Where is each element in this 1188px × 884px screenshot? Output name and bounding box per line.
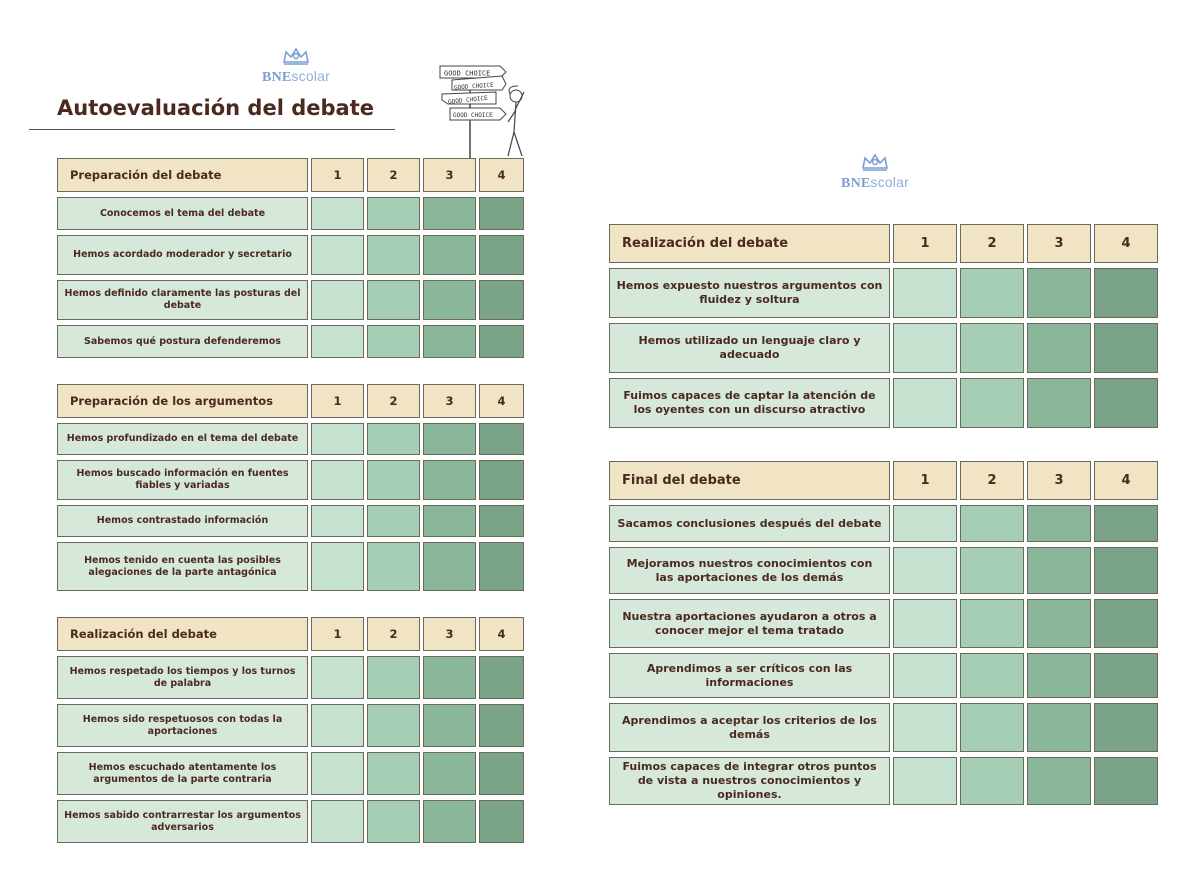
section-realizacion-debate-left [57,617,524,848]
criterion-label: Aprendimos a ser críticos con las informaciones [609,653,890,698]
scale-label-1: 1 [893,224,957,263]
rating-cell-1[interactable] [311,800,364,843]
rating-cell-2[interactable] [960,268,1024,318]
rating-cell-2[interactable] [367,542,420,591]
rating-cell-1[interactable] [311,542,364,591]
rating-cell-4[interactable] [479,325,524,358]
rating-cell-4[interactable] [1094,547,1158,594]
rating-cell-1[interactable] [311,235,364,275]
bnescolar-logo-left [236,46,356,86]
rating-cell-3[interactable] [1027,505,1091,542]
criterion-row [57,752,524,795]
rating-cell-3[interactable] [423,505,476,537]
scale-label-3: 3 [1027,224,1091,263]
scale-label-3: 3 [423,158,476,192]
criterion-label: Aprendimos a aceptar los criterios de los demás [609,703,890,752]
rating-cell-3[interactable] [1027,268,1091,318]
rating-cell-4[interactable] [479,460,524,500]
rating-cell-3[interactable] [423,423,476,455]
scale-label-1: 1 [311,158,364,192]
criterion-label: Hemos sabido contrarrestar los argumentos adversarios [57,800,308,843]
rating-cell-4[interactable] [1094,599,1158,648]
criterion-label: Hemos contrastado información [57,505,308,537]
rating-cell-2[interactable] [960,378,1024,428]
section-title: Preparación del debate [57,158,308,192]
rating-cell-2[interactable] [960,599,1024,648]
scale-label-3: 3 [423,384,476,418]
rating-cell-1[interactable] [311,460,364,500]
rating-cell-4[interactable] [479,656,524,699]
criterion-label: Sabemos qué postura defenderemos [57,325,308,358]
rating-cell-3[interactable] [423,704,476,747]
criterion-row [609,599,1158,648]
rating-cell-2[interactable] [367,704,420,747]
criterion-label: Nuestra aportaciones ayudaron a otros a conocer mejor el tema tratado [609,599,890,648]
scale-label-1: 1 [893,461,957,500]
rating-cell-2[interactable] [960,653,1024,698]
bnescolar-logo-right [815,152,935,192]
criterion-label: Hemos expuesto nuestros argumentos con fluidez y soltura [609,268,890,318]
rating-cell-2[interactable] [367,800,420,843]
criterion-row [57,656,524,699]
criterion-label: Hemos tenido en cuenta las posibles alegaciones de la parte antagónica [57,542,308,591]
scale-label-1: 1 [311,617,364,651]
rating-cell-3[interactable] [423,325,476,358]
rating-cell-3[interactable] [423,542,476,591]
criterion-label: Sacamos conclusiones después del debate [609,505,890,542]
rating-cell-4[interactable] [1094,653,1158,698]
criterion-label: Hemos respetado los tiempos y los turnos de palabra [57,656,308,699]
criterion-row [57,542,524,591]
section-header-row [57,617,524,651]
brand-bold: BNE [262,70,292,85]
criterion-label: Conocemos el tema del debate [57,197,308,230]
criterion-row [609,323,1158,373]
rating-cell-3[interactable] [423,752,476,795]
rating-cell-2[interactable] [960,547,1024,594]
rating-cell-1[interactable] [893,378,957,428]
rating-cell-3[interactable] [423,656,476,699]
section-title: Final del debate [609,461,890,500]
criterion-row [609,547,1158,594]
rating-cell-4[interactable] [479,704,524,747]
criterion-row [57,197,524,230]
brand-bold: BNE [841,176,871,191]
criterion-label: Hemos acordado moderador y secretario [57,235,308,275]
rating-cell-2[interactable] [960,323,1024,373]
rating-cell-2[interactable] [367,235,420,275]
rating-cell-4[interactable] [479,235,524,275]
rating-cell-1[interactable] [893,653,957,698]
criterion-row [609,268,1158,318]
section-preparacion-debate [57,158,524,363]
criterion-label: Hemos profundizado en el tema del debate [57,423,308,455]
rating-cell-1[interactable] [311,505,364,537]
crown-icon [281,46,311,66]
scale-label-2: 2 [960,224,1024,263]
scale-label-2: 2 [960,461,1024,500]
rating-cell-1[interactable] [311,325,364,358]
scale-label-4: 4 [479,158,524,192]
scale-label-4: 4 [1094,461,1158,500]
criterion-row [57,325,524,358]
rating-cell-3[interactable] [1027,547,1091,594]
section-title: Realización del debate [609,224,890,263]
scale-label-1: 1 [311,384,364,418]
rating-cell-2[interactable] [367,505,420,537]
rating-cell-3[interactable] [423,235,476,275]
rating-cell-1[interactable] [311,280,364,320]
criterion-label: Hemos sido respetuosos con todas la aportaciones [57,704,308,747]
section-final-debate [609,461,1158,810]
rating-cell-3[interactable] [1027,653,1091,698]
rating-cell-4[interactable] [1094,323,1158,373]
title-divider [29,129,395,130]
scale-label-2: 2 [367,617,420,651]
rating-cell-1[interactable] [893,703,957,752]
rating-cell-4[interactable] [1094,703,1158,752]
criterion-label: Hemos utilizado un lenguaje claro y adecuado [609,323,890,373]
rating-cell-2[interactable] [367,423,420,455]
criterion-label: Hemos buscado información en fuentes fiables y variadas [57,460,308,500]
rating-cell-2[interactable] [367,197,420,230]
rating-cell-1[interactable] [311,423,364,455]
rating-cell-4[interactable] [479,505,524,537]
rating-cell-4[interactable] [1094,268,1158,318]
rating-cell-4[interactable] [479,197,524,230]
criterion-row [57,505,524,537]
scale-label-4: 4 [479,384,524,418]
scale-label-4: 4 [1094,224,1158,263]
criterion-label: Fuimos capaces de integrar otros puntos de vista a nuestros conocimientos y opiniones. [609,757,890,805]
rating-cell-3[interactable] [423,800,476,843]
section-title: Preparación de los argumentos [57,384,308,418]
section-title: Realización del debate [57,617,308,651]
rating-cell-1[interactable] [893,599,957,648]
sign-text-1: GOOD CHOICE [444,69,491,78]
sign-text-4: GOOD CHOICE [453,112,493,119]
criterion-row [609,653,1158,698]
rating-cell-1[interactable] [311,197,364,230]
section-preparacion-argumentos [57,384,524,596]
rating-cell-3[interactable] [1027,757,1091,805]
criterion-row [57,235,524,275]
criterion-label: Hemos definido claramente las posturas del debate [57,280,308,320]
sign-text-3: GOOD CHOICE [447,94,489,106]
rating-cell-4[interactable] [479,280,524,320]
section-header-row [609,224,1158,263]
rating-cell-1[interactable] [311,704,364,747]
criterion-row [609,505,1158,542]
rating-cell-3[interactable] [423,197,476,230]
rating-cell-1[interactable] [311,752,364,795]
rating-cell-2[interactable] [367,280,420,320]
criterion-row [57,800,524,843]
rating-cell-2[interactable] [960,757,1024,805]
rating-cell-2[interactable] [367,656,420,699]
rating-cell-3[interactable] [423,280,476,320]
rating-cell-3[interactable] [1027,703,1091,752]
criterion-row [57,423,524,455]
rating-cell-1[interactable] [893,547,957,594]
section-realizacion-debate-right [609,224,1158,433]
scale-label-4: 4 [479,617,524,651]
rating-cell-1[interactable] [893,268,957,318]
rating-cell-4[interactable] [479,542,524,591]
criterion-label: Mejoramos nuestros conocimientos con las aportaciones de los demás [609,547,890,594]
rating-cell-4[interactable] [1094,378,1158,428]
signpost-illustration [436,60,546,160]
rating-cell-4[interactable] [479,800,524,843]
rating-cell-1[interactable] [311,656,364,699]
rating-cell-4[interactable] [1094,505,1158,542]
criterion-row [609,703,1158,752]
section-header-row [57,158,524,192]
criterion-row [57,460,524,500]
rating-cell-4[interactable] [479,752,524,795]
scale-label-3: 3 [423,617,476,651]
page-title: Autoevaluación del debate [57,96,374,120]
scale-label-2: 2 [367,384,420,418]
rating-cell-3[interactable] [423,460,476,500]
rating-cell-2[interactable] [960,703,1024,752]
scale-label-2: 2 [367,158,420,192]
brand-rest: scolar [291,68,330,84]
rating-cell-3[interactable] [1027,323,1091,373]
rating-cell-3[interactable] [1027,378,1091,428]
scale-label-3: 3 [1027,461,1091,500]
criterion-label: Hemos escuchado atentamente los argumentos de la parte contraria [57,752,308,795]
rating-cell-4[interactable] [1094,757,1158,805]
rating-cell-2[interactable] [367,325,420,358]
rating-cell-2[interactable] [367,460,420,500]
criterion-row [609,757,1158,805]
criterion-label: Fuimos capaces de captar la atención de los oyentes con un discurso atractivo [609,378,890,428]
criterion-row [609,378,1158,428]
section-header-row [57,384,524,418]
rating-cell-2[interactable] [367,752,420,795]
criterion-row [57,280,524,320]
rating-cell-1[interactable] [893,757,957,805]
rating-cell-2[interactable] [960,505,1024,542]
rating-cell-1[interactable] [893,323,957,373]
crown-icon [860,152,890,172]
rating-cell-3[interactable] [1027,599,1091,648]
sign-text-2: GOOD CHOICE [453,81,494,92]
section-header-row [609,461,1158,500]
rating-cell-1[interactable] [893,505,957,542]
brand-rest: scolar [870,174,909,190]
rating-cell-4[interactable] [479,423,524,455]
criterion-row [57,704,524,747]
